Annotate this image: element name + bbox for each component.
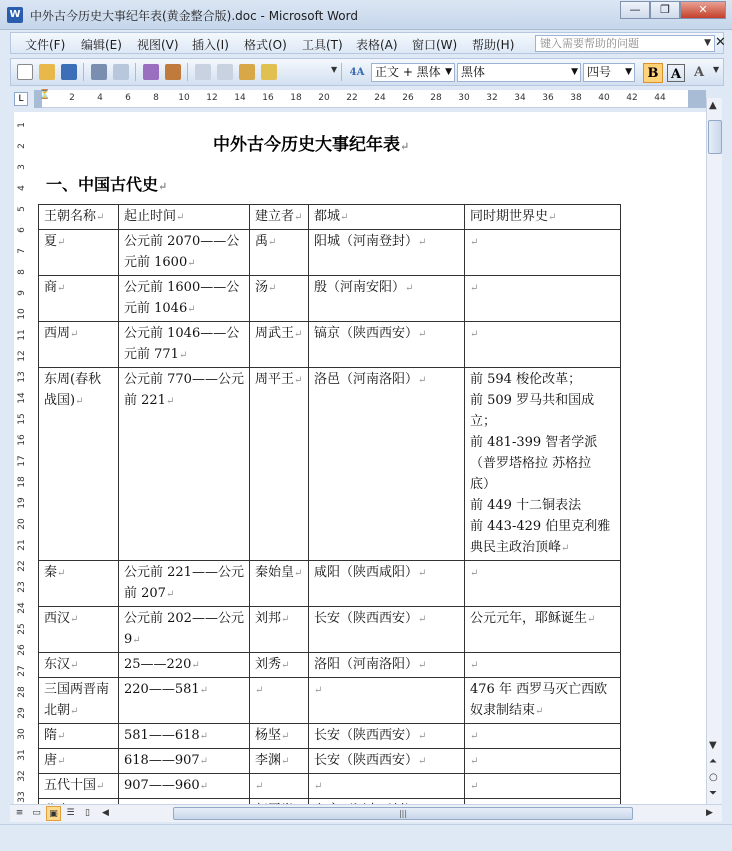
- cell-text: [470, 657, 478, 672]
- cell-text: 公元前 2070——公元前 1600 ↵: [124, 234, 239, 270]
- header-label: 起止时间 ↵: [124, 209, 184, 224]
- toolbar-options-icon[interactable]: ▼: [331, 65, 338, 74]
- chevron-down-icon: ▼: [625, 67, 632, 77]
- cell-text: 唐 ↵: [44, 753, 65, 768]
- ruler-tick-label: 4: [17, 185, 27, 191]
- cell-text: 隋 ↵: [44, 728, 65, 743]
- table-cell: [309, 749, 465, 774]
- table-cell: [119, 749, 250, 774]
- menu-view[interactable]: 视图(V): [137, 38, 179, 52]
- styles-pane-icon[interactable]: 4A: [349, 67, 365, 78]
- ruler-right-margin: [688, 90, 706, 108]
- ruler-tick-label: 38: [570, 93, 582, 103]
- ruler-tick-label: 36: [542, 93, 554, 103]
- cell-text: 西周 ↵: [44, 326, 78, 341]
- minimize-button[interactable]: —: [620, 1, 650, 19]
- ruler-tick-label: 30: [458, 93, 470, 103]
- ruler-tick-label: 1: [17, 122, 27, 128]
- table-cell: [465, 276, 621, 322]
- ruler-tick-label: 44: [654, 93, 666, 103]
- table-cell: [309, 368, 465, 561]
- tab-selector[interactable]: L: [14, 92, 28, 106]
- table-cell: [250, 276, 309, 322]
- table-cell: [250, 653, 309, 678]
- font-select-value: 黑体: [461, 65, 486, 79]
- table-cell: [39, 607, 119, 653]
- toolbar-separator: [341, 63, 342, 81]
- cut-icon[interactable]: [195, 64, 211, 80]
- table-row: [39, 276, 621, 322]
- menu-file[interactable]: 文件(F): [25, 38, 66, 52]
- ruler-tick-label: 27: [17, 665, 27, 677]
- ruler-tick-label: 31: [17, 749, 27, 761]
- status-bar: [0, 824, 732, 851]
- table-row: [39, 230, 621, 276]
- title-bar: [0, 0, 732, 30]
- table-cell: [39, 724, 119, 749]
- ruler-tick-label: 3: [17, 164, 27, 170]
- table-cell: [119, 607, 250, 653]
- table-cell: [250, 607, 309, 653]
- ruler-tick-label: 2: [17, 143, 27, 149]
- toolbar-options-icon[interactable]: ▼: [713, 65, 720, 74]
- ruler-tick-label: 33: [17, 791, 27, 803]
- table-row: [39, 653, 621, 678]
- ruler-tick-label: 12: [17, 350, 27, 362]
- ruler-tick-label: 4: [97, 93, 103, 103]
- cell-text: 阳城（河南登封） ↵: [314, 234, 426, 249]
- cell-text: 周武王 ↵: [255, 326, 302, 341]
- ruler-tick-label: 8: [153, 93, 159, 103]
- cell-text: 公元前 770——公元前 221 ↵: [124, 372, 244, 408]
- table-cell: [119, 653, 250, 678]
- ruler-tick-label: 32: [17, 770, 27, 782]
- table-cell: [465, 678, 621, 724]
- help-search-placeholder: 键入需要帮助的问题: [540, 37, 639, 50]
- indent-marker-icon[interactable]: ⏳: [39, 90, 51, 100]
- open-folder-icon[interactable]: [39, 64, 55, 80]
- cell-text: 581——618 ↵: [124, 728, 208, 743]
- vertical-scroll-thumb[interactable]: [708, 120, 722, 154]
- cell-text: 公元前 1046——公元前 771 ↵: [124, 326, 239, 362]
- table-cell: [250, 368, 309, 561]
- table-cell: [309, 561, 465, 607]
- table-cell: [309, 276, 465, 322]
- cell-text: 三国两晋南北朝 ↵: [44, 682, 109, 718]
- menu-tools[interactable]: 工具(T): [302, 38, 343, 52]
- ruler-tick-label: 29: [17, 707, 27, 719]
- ruler-tick-label: 10: [17, 308, 27, 320]
- ruler-tick-label: 2: [69, 93, 75, 103]
- cell-text: [470, 326, 478, 341]
- cell-text: 公元前 1600——公元前 1046 ↵: [124, 280, 239, 316]
- horizontal-scroll-area: [10, 804, 722, 822]
- ruler-tick-label: 28: [17, 686, 27, 698]
- header-label: 同时期世界史 ↵: [470, 209, 556, 224]
- restore-button[interactable]: ❐: [650, 1, 680, 19]
- cell-text: 秦始皇 ↵: [255, 565, 302, 580]
- copy-icon[interactable]: [217, 64, 233, 80]
- toolbar-separator: [187, 63, 188, 81]
- menu-bar: [10, 32, 724, 54]
- toolbar-separator: [135, 63, 136, 81]
- table-cell: [39, 368, 119, 561]
- table-cell: [119, 368, 250, 561]
- cell-text: [470, 753, 478, 768]
- ruler-tick-label: 40: [598, 93, 610, 103]
- table-row: [39, 749, 621, 774]
- ruler-tick-label: 28: [430, 93, 442, 103]
- header-label: 建立者 ↵: [255, 209, 302, 224]
- cell-text: 476 年 西罗马灭亡西欧奴隶制结束 ↵: [470, 682, 607, 718]
- cell-text: 618——907 ↵: [124, 753, 208, 768]
- table-cell: [465, 322, 621, 368]
- table-cell: [250, 322, 309, 368]
- ruler-tick-label: 7: [17, 248, 27, 254]
- cell-text: [470, 280, 478, 295]
- ruler-tick-label: 16: [262, 93, 274, 103]
- outline-view-icon[interactable]: ☰: [66, 808, 75, 818]
- ruler-tick-label: 14: [234, 93, 246, 103]
- ruler-tick-label: 6: [17, 227, 27, 233]
- ruler-tick-label: 34: [514, 93, 526, 103]
- ruler-tick-label: 42: [626, 93, 638, 103]
- ruler-tick-label: 26: [402, 93, 414, 103]
- ruler-tick-label: 26: [17, 644, 27, 656]
- cell-text: 五代十国 ↵: [44, 778, 104, 793]
- word-app-icon: W: [7, 7, 23, 23]
- table-cell: [309, 653, 465, 678]
- table-cell: [309, 607, 465, 653]
- cell-text: 西汉 ↵: [44, 611, 78, 626]
- document-page[interactable]: [30, 112, 706, 804]
- menu-table[interactable]: 表格(A): [356, 38, 398, 52]
- chevron-down-icon: ▼: [445, 67, 452, 77]
- ruler-tick-label: 13: [17, 371, 27, 383]
- table-cell: [39, 276, 119, 322]
- character-border-button[interactable]: A: [667, 64, 685, 82]
- table-cell: [465, 774, 621, 799]
- web-layout-icon[interactable]: ▭: [32, 808, 41, 818]
- cell-text: [255, 778, 263, 793]
- cell-text: 220——581 ↵: [124, 682, 208, 697]
- cell-text: 25——220 ↵: [124, 657, 200, 672]
- table-cell: [39, 749, 119, 774]
- table-cell: [250, 678, 309, 724]
- ruler-tick-label: 19: [17, 497, 27, 509]
- table-cell: [465, 724, 621, 749]
- table-header-cell: [39, 205, 119, 230]
- help-search-input[interactable]: [535, 35, 715, 52]
- ruler-tick-label: 18: [17, 476, 27, 488]
- ruler-tick-label: 30: [17, 728, 27, 740]
- ruler-tick-label: 17: [17, 455, 27, 467]
- ruler-tick-label: 14: [17, 392, 27, 404]
- table-cell: [119, 724, 250, 749]
- window-title: 中外古今历史大事纪年表(黄金整合版).doc - Microsoft Word: [30, 9, 358, 23]
- cell-text: [255, 682, 263, 697]
- ruler-tick-label: 10: [178, 93, 190, 103]
- print-layout-icon[interactable]: ▣: [46, 806, 61, 821]
- print-preview-icon[interactable]: [113, 64, 129, 80]
- table-header-row: [39, 205, 621, 230]
- cell-text: 汤 ↵: [255, 280, 276, 295]
- ruler-tick-label: 24: [17, 602, 27, 614]
- cell-text: 公元前 221——公元前 207 ↵: [124, 565, 244, 601]
- table-row: [39, 678, 621, 724]
- previous-page-icon[interactable]: ⏶: [709, 756, 717, 767]
- table-cell: [39, 774, 119, 799]
- table-cell: [309, 774, 465, 799]
- cell-text: 禹 ↵: [255, 234, 276, 249]
- bold-button[interactable]: B: [643, 63, 663, 83]
- document-title: 中外古今历史大事纪年表↵: [213, 135, 410, 155]
- table-cell: [309, 724, 465, 749]
- table-cell: [39, 678, 119, 724]
- cell-text: 周平王 ↵: [255, 372, 302, 387]
- cell-text: 杨坚 ↵: [255, 728, 289, 743]
- paste-icon[interactable]: [239, 64, 255, 80]
- cell-text: 刘邦 ↵: [255, 611, 289, 626]
- font-size-select[interactable]: [583, 63, 635, 82]
- menu-window[interactable]: 窗口(W): [412, 38, 458, 52]
- cell-text: 长安（陕西西安） ↵: [314, 611, 426, 626]
- chronology-table: [38, 204, 621, 804]
- table-cell: [465, 368, 621, 561]
- ruler-tick-label: 6: [125, 93, 131, 103]
- browse-object-icon[interactable]: ○: [709, 772, 718, 783]
- table-cell: [119, 276, 250, 322]
- ruler-tick-label: 11: [17, 329, 27, 341]
- document-close-button[interactable]: ✕: [715, 35, 726, 50]
- horizontal-ruler[interactable]: [34, 90, 706, 108]
- ruler-tick-label: 22: [17, 560, 27, 572]
- ruler-tick-label: 20: [17, 518, 27, 530]
- ruler-tick-label: 5: [17, 206, 27, 212]
- cell-text: 洛邑（河南洛阳） ↵: [314, 372, 426, 387]
- menu-insert[interactable]: 插入(I): [192, 38, 229, 52]
- scroll-up-icon[interactable]: ▲: [709, 100, 717, 111]
- table-row: [39, 607, 621, 653]
- cell-text: 长安（陕西西安） ↵: [314, 728, 426, 743]
- cell-text: 907——960 ↵: [124, 778, 208, 793]
- cell-text: 秦 ↵: [44, 565, 65, 580]
- cell-text: 刘秀 ↵: [255, 657, 289, 672]
- ruler-tick-label: 21: [17, 539, 27, 551]
- section-heading: 一、中国古代史↵: [46, 175, 168, 194]
- ruler-tick-label: 8: [17, 269, 27, 275]
- character-shading-button[interactable]: A: [693, 65, 705, 80]
- cell-text: 商 ↵: [44, 280, 65, 295]
- table-cell: [250, 749, 309, 774]
- font-select[interactable]: [457, 63, 581, 82]
- cell-text: 长安（陕西西安） ↵: [314, 753, 426, 768]
- cell-text: [314, 682, 322, 697]
- table-cell: [309, 230, 465, 276]
- cell-text: 咸阳（陕西咸阳） ↵: [314, 565, 426, 580]
- header-label: 王朝名称 ↵: [44, 209, 104, 224]
- table-cell: [39, 322, 119, 368]
- table-cell: [250, 774, 309, 799]
- ruler-tick-label: 9: [17, 290, 27, 296]
- cell-text: 东汉 ↵: [44, 657, 78, 672]
- ruler-tick-label: 23: [17, 581, 27, 593]
- table-cell: [309, 322, 465, 368]
- save-icon[interactable]: [61, 64, 77, 80]
- close-button[interactable]: ✕: [680, 1, 726, 19]
- cell-text: 前 594 梭伦改革； 前 509 罗马共和国成立； 前 481-399 智者学派（普罗塔格拉 苏格拉底） 前 449 十二铜表法 前 443-429 伯里克利雅典民主政治顶峰 ↵: [470, 372, 610, 555]
- new-document-icon[interactable]: [17, 64, 33, 80]
- scroll-down-icon[interactable]: ▼: [709, 740, 717, 751]
- scroll-left-icon[interactable]: ◀: [102, 808, 109, 818]
- menu-edit[interactable]: 编辑(E): [81, 38, 122, 52]
- font-size-value: 四号: [587, 65, 612, 79]
- toolbar: [10, 58, 724, 86]
- table-cell: [119, 230, 250, 276]
- research-icon[interactable]: [165, 64, 181, 80]
- cell-text: 殷（河南安阳） ↵: [314, 280, 413, 295]
- table-cell: [465, 607, 621, 653]
- table-header-cell: [309, 205, 465, 230]
- cell-text: [470, 565, 478, 580]
- style-select-value: 正文 + 黑体: [375, 65, 441, 79]
- vertical-scrollbar[interactable]: [706, 98, 722, 804]
- table-row: [39, 774, 621, 799]
- table-cell: [250, 230, 309, 276]
- table-header-cell: [119, 205, 250, 230]
- ruler-tick-label: 18: [290, 93, 302, 103]
- table-header-cell: [250, 205, 309, 230]
- horizontal-scroll-thumb[interactable]: |||: [173, 807, 633, 820]
- next-page-icon[interactable]: ⏷: [709, 788, 717, 799]
- cell-text: [470, 728, 478, 743]
- toolbar-separator: [83, 63, 84, 81]
- ruler-tick-label: 24: [374, 93, 386, 103]
- style-select[interactable]: [371, 63, 455, 82]
- table-row: [39, 368, 621, 561]
- table-row: [39, 561, 621, 607]
- window-controls: [620, 1, 726, 19]
- cell-text: [470, 778, 478, 793]
- reading-layout-icon[interactable]: ▯: [85, 808, 90, 818]
- chevron-down-icon[interactable]: ▼: [704, 38, 711, 48]
- cell-text: 东周(春秋战国) ↵: [44, 372, 101, 408]
- scroll-right-icon[interactable]: ▶: [706, 808, 713, 818]
- table-cell: [119, 678, 250, 724]
- ruler-tick-label: 16: [17, 434, 27, 446]
- table-cell: [465, 230, 621, 276]
- table-cell: [250, 561, 309, 607]
- spelling-icon[interactable]: [143, 64, 159, 80]
- ruler-tick-label: 25: [17, 623, 27, 635]
- table-cell: [465, 749, 621, 774]
- table-cell: [39, 653, 119, 678]
- ruler-tick-label: 12: [206, 93, 218, 103]
- table-cell: [119, 561, 250, 607]
- ruler-tick-label: 15: [17, 413, 27, 425]
- cell-text: 镐京（陕西西安） ↵: [314, 326, 426, 341]
- table-cell: [465, 561, 621, 607]
- cell-text: 李渊 ↵: [255, 753, 289, 768]
- ruler-tick-label: 22: [346, 93, 358, 103]
- header-label: 都城 ↵: [314, 209, 348, 224]
- cell-text: [470, 234, 478, 249]
- ruler-tick-label: 20: [318, 93, 330, 103]
- normal-view-icon[interactable]: ≡: [15, 808, 24, 818]
- table-cell: [39, 561, 119, 607]
- cell-text: 洛阳（河南洛阳） ↵: [314, 657, 426, 672]
- menu-format[interactable]: 格式(O): [244, 38, 287, 52]
- table-row: [39, 322, 621, 368]
- cell-text: 公元元年，耶稣诞生 ↵: [470, 611, 595, 626]
- table-row: [39, 724, 621, 749]
- table-cell: [119, 774, 250, 799]
- table-cell: [309, 678, 465, 724]
- table-cell: [39, 230, 119, 276]
- print-icon[interactable]: [91, 64, 107, 80]
- table-cell: [119, 322, 250, 368]
- format-painter-icon[interactable]: [261, 64, 277, 80]
- chevron-down-icon: ▼: [571, 67, 578, 77]
- table-cell: [250, 724, 309, 749]
- cell-text: [314, 778, 322, 793]
- table-cell: [465, 653, 621, 678]
- table-header-cell: [465, 205, 621, 230]
- menu-help[interactable]: 帮助(H): [472, 38, 515, 52]
- ruler-tick-label: 32: [486, 93, 498, 103]
- vertical-ruler[interactable]: [14, 112, 30, 804]
- cell-text: 公元前 202——公元 9 ↵: [124, 611, 244, 647]
- cell-text: 夏 ↵: [44, 234, 65, 249]
